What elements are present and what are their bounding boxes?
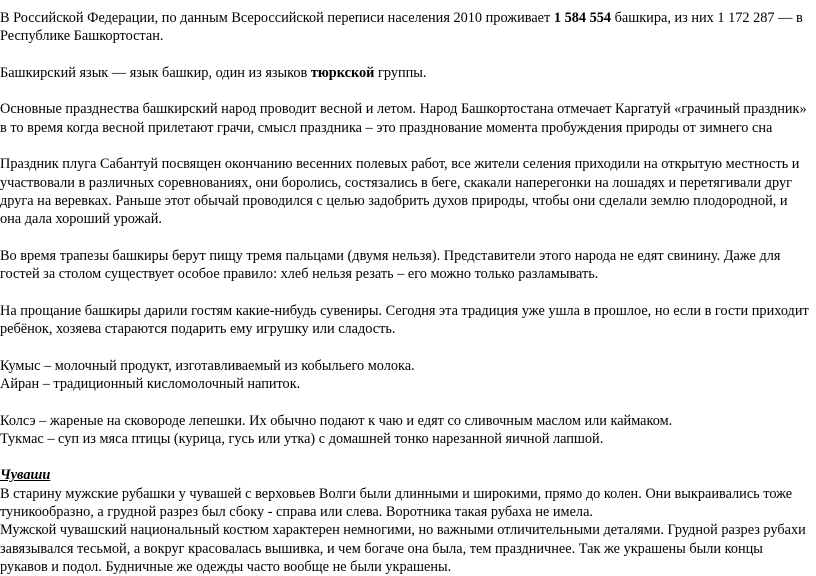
paragraph-dishes — [0, 412, 812, 449]
chuvash-heading: Чуваши — [0, 467, 51, 484]
paragraph-farewell-gifts: На прощание башкиры дарили гостям какие-нибудь сувениры. Сегодня эта традиция уже ушла в прошлое, но если в гости приходит ребёнок, хозяева стараются подарить ему игрушку или сладость. — [0, 302, 809, 338]
language-text-after: группы. — [374, 64, 427, 81]
census-text-after: башкира, из них 1 172 287 — в Республике Башкортостан. — [0, 10, 803, 45]
document-page — [0, 9, 812, 576]
chuvash-shirts-text: В старину мужские рубашки у чувашей с верховьев Волги были длинными и широкими, прямо до колен. Они выкраивались тоже туникообразно, а грудной разрез был сбоку - справа или слева. Воротника такая рубаха не имела. — [0, 485, 793, 521]
chuvash-section — [0, 466, 812, 576]
kumys-line: Кумыс – молочный продукт, изготавливаемый из кобыльего молока. — [0, 357, 415, 374]
chuvash-costume-text: Мужской чувашский национальный костюм характерен немногими, но важными отличительными деталями. Грудной разрез рубахи завязывался тесьмой, а вокруг красовалась вышивка, и чем богаче она была, тем праздничнее. Так же украшены были концы рукавов и подол. Будничные же одежды часто вообще не были украшены. — [0, 522, 806, 575]
tukmas-line: Тукмас – суп из мяса птицы (курица, гусь или утка) с домашней тонко нарезанной яичной лапшой. — [0, 430, 604, 447]
paragraph-drinks — [0, 357, 812, 394]
paragraph-meal-customs: Во время трапезы башкиры берут пищу тремя пальцами (двумя нельзя). Представители этого народа не едят свинину. Даже для гостей за столом существует особое правило: хлеб нельзя резать – его можно только разламывать. — [0, 247, 781, 283]
paragraph-language — [0, 64, 812, 82]
paragraph-holidays: Основные празднества башкирский народ проводит весной и летом. Народ Башкортостана отмечает Каргатуй «грачиный праздник» в то время когда весной прилетают грачи, смысл праздника – это празднование момента пробуждения природы от зимнего сна — [0, 101, 807, 136]
ayran-line: Айран – традиционный кисломолочный напиток. — [0, 375, 301, 392]
census-bold-number: 1 584 554 — [553, 10, 612, 26]
paragraph-census — [0, 9, 812, 46]
paragraph-sabantuy: Праздник плуга Сабантуй посвящен окончанию весенних полевых работ, все жители селения приходили на открытую местность и участвовали в различных соревнованиях, они боролись, состязались в беге, скакали наперегонки на лошадях и перетягивали друг друга на веревках. Раньше этот обычай проводился с целью задобрить духов природы, чтобы они сделали землю плодородной, и она дала хороший урожай. — [0, 156, 800, 228]
language-bold-word: тюркской — [310, 64, 375, 81]
kolse-line: Колсэ – жареные на сковороде лепешки. Их обычно подают к чаю и едят со сливочным маслом или каймаком. — [0, 412, 673, 429]
language-text-before: Башкирский язык — язык башкир, один из языков — [0, 64, 311, 81]
census-text-before: В Российской Федерации, по данным Всероссийской переписи населения 2010 проживает — [0, 10, 554, 26]
